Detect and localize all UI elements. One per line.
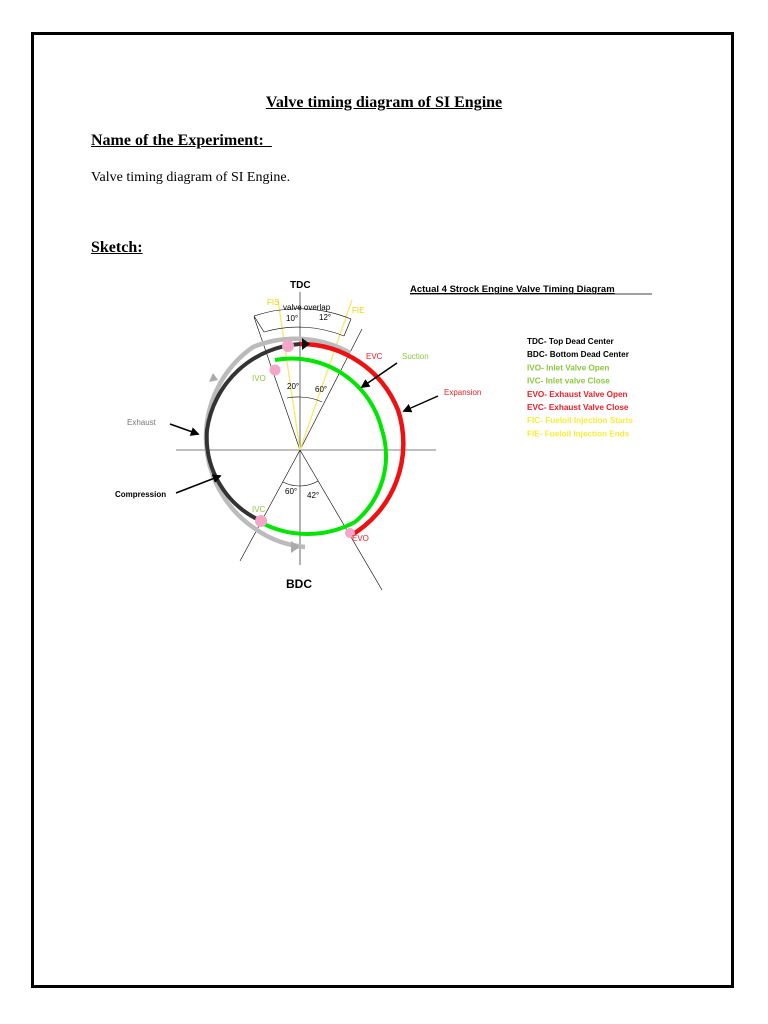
ivc-label: IVC [252,505,266,514]
fis-marker [282,340,294,352]
evc-label: EVC [366,352,383,361]
fis-angle-label: 10° [286,314,299,323]
ivo-marker [270,365,281,376]
legend-item: FIC- Fueloil Injection Starts [527,416,633,426]
evc-angle-label: 60° [315,385,328,394]
ivo-label: IVO [252,374,266,383]
sketch-heading: Sketch: [91,239,143,256]
expansion-arrow [404,396,438,411]
ivc-angle-label: 60° [285,487,298,496]
legend-item: IVO- Inlet Valve Open [527,363,610,373]
legend-item: IVC- Inlet valve Close [527,376,610,386]
name-heading: Name of the Experiment: [91,132,272,149]
expansion-stroke-curve [300,344,403,536]
exhaust-arrowhead [209,373,218,382]
legend-item: BDC- Bottom Dead Center [527,350,629,360]
evo-angle-arc [300,481,318,486]
legend-item: FIE- Fueloil Injection Ends [527,429,630,439]
bdc-label: BDC [286,577,312,591]
ivc-marker [255,515,267,527]
exhaust-label: Exhaust [127,418,156,427]
ivc-angle-arc [283,482,300,486]
ivo-angle-label: 20° [287,382,300,391]
fie-label: FIE [352,306,365,315]
evo-angle-label: 42° [307,491,320,500]
legend-item: EVO- Exhaust Valve Open [527,389,628,399]
diagram-heading: Actual 4 Strock Engine Valve Timing Diagram [410,284,615,295]
overlap-arc-end-left [254,316,264,332]
legend-item: TDC- Top Dead Center [527,337,614,346]
exhaust-arrow [170,424,198,434]
expansion-label: Expansion [444,388,482,397]
bdc-arrowhead [291,541,300,553]
valve-overlap-label: valve overlap [283,303,331,312]
evo-label: EVO [352,534,369,543]
suction-label: Suction [402,352,429,361]
ivo-angle-arc [287,397,300,398]
legend-item: EVC- Exhaust Valve Close [527,403,629,412]
fie-angle-label: 12° [319,313,332,322]
name-text: Valve timing diagram of SI Engine. [91,170,291,185]
fis-label: FIS [267,298,280,307]
tdc-label: TDC [290,280,311,291]
compression-arrow [176,476,220,493]
overlap-arc-inner [264,327,344,336]
document-title: Valve timing diagram of SI Engine [265,94,503,111]
compression-label: Compression [115,490,167,499]
legend [527,337,633,438]
